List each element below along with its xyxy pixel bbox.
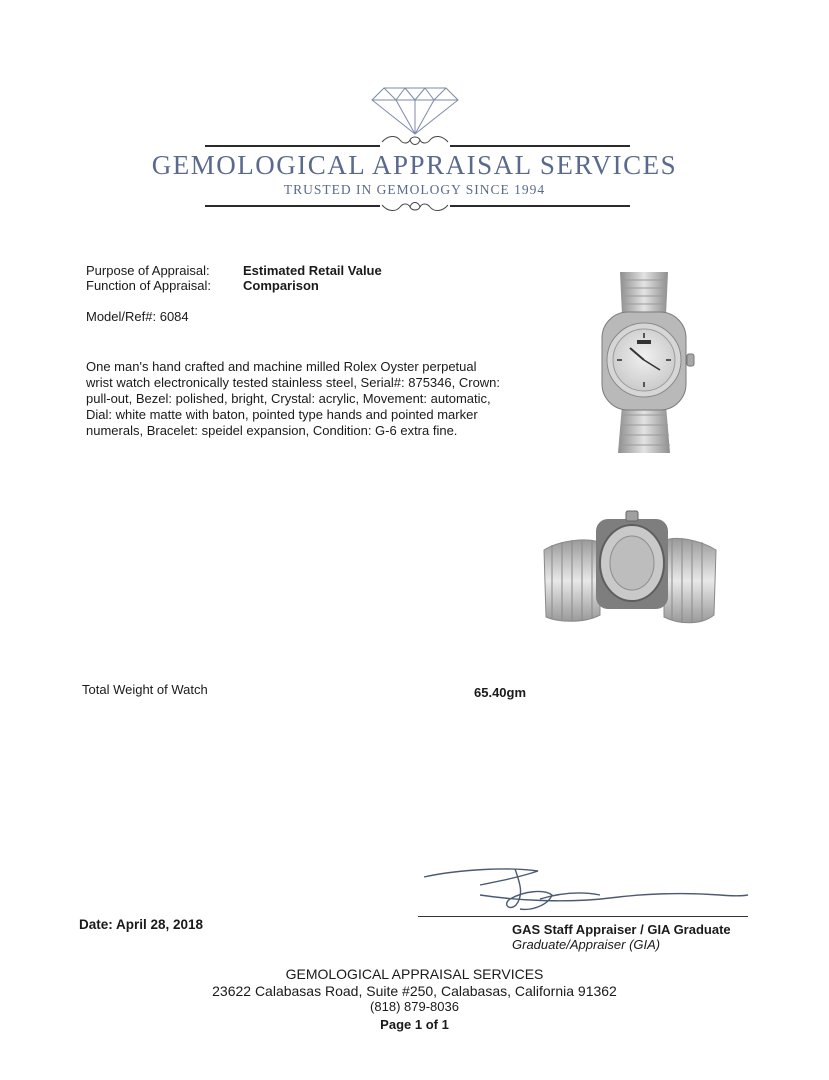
appraisal-date: Date: April 28, 2018 xyxy=(79,917,204,932)
footer-phone: (818) 879-8036 xyxy=(370,999,459,1014)
function-value: Comparison xyxy=(243,278,319,293)
purpose-value: Estimated Retail Value xyxy=(243,263,382,278)
signature-line xyxy=(418,916,748,917)
watch-front-image xyxy=(590,270,700,455)
appraiser-subtitle: Graduate/Appraiser (GIA) xyxy=(512,937,661,952)
page-number: Page 1 of 1 xyxy=(380,1017,449,1032)
appraiser-title: GAS Staff Appraiser / GIA Graduate xyxy=(512,922,731,937)
function-label: Function of Appraisal: xyxy=(86,278,212,293)
model-value: 6084 xyxy=(159,309,189,324)
model-ref xyxy=(86,309,189,324)
top-rule-left xyxy=(205,145,380,147)
model-label: Model/Ref#: xyxy=(86,309,157,324)
bottom-flourish-icon xyxy=(378,197,452,213)
item-description: One man's hand crafted and machine milled Rolex Oyster perpetual wrist watch electronically tested stainless steel, Serial#: 875346, Crown: pull-out, Bezel: polished, bright, Crystal: acrylic, Movement: automatic, Dial: white matte with baton, pointed type hands and pointed marker numerals, Bracelet: speidel expansion, Condition: G-6 extra fine. xyxy=(86,359,501,438)
diamond-logo-icon xyxy=(370,82,460,138)
weight-value: 65.40gm xyxy=(474,685,527,700)
purpose-label: Purpose of Appraisal: xyxy=(86,263,210,278)
top-rule-right xyxy=(450,145,630,147)
bottom-rule-right xyxy=(450,205,630,207)
tagline: TRUSTED IN GEMOLOGY SINCE 1994 xyxy=(283,182,546,197)
watch-back-image xyxy=(540,505,720,630)
footer-address: 23622 Calabasas Road, Suite #250, Calabasas, California 91362 xyxy=(212,983,617,999)
weight-label: Total Weight of Watch xyxy=(82,682,208,697)
bottom-rule-left xyxy=(205,205,380,207)
top-flourish-icon xyxy=(378,134,452,150)
footer-company: GEMOLOGICAL APPRAISAL SERVICES xyxy=(285,966,544,982)
company-name: GEMOLOGICAL APPRAISAL SERVICES xyxy=(151,150,678,180)
appraiser-signature xyxy=(420,865,750,923)
